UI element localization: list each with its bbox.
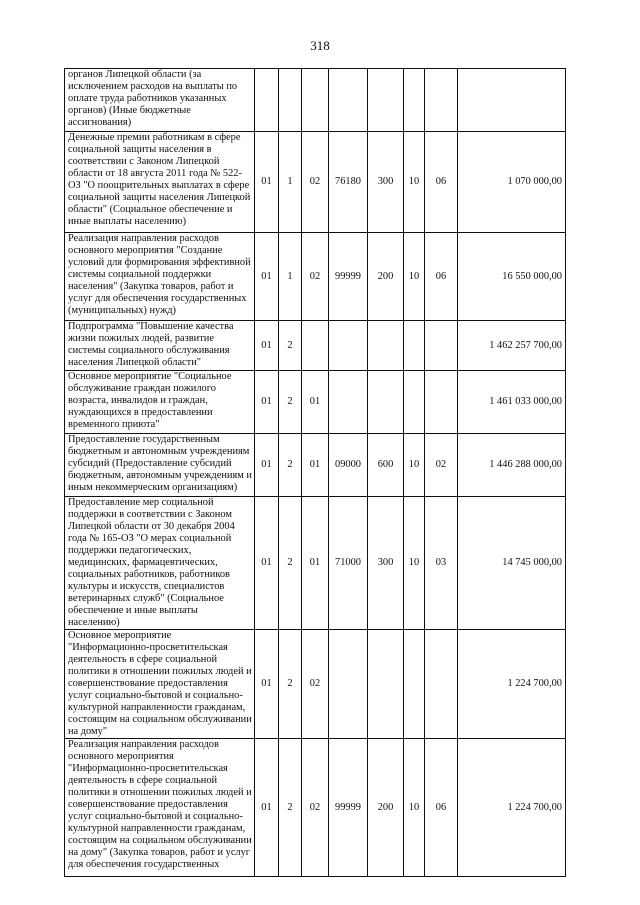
cell-event — [302, 69, 329, 132]
row-description: Предоставление государственным бюджетным и автономным учреждениям субсидий (Предоставление субсидий бюджетным, автономным учреждениям и иным некоммерческим организациям) — [65, 434, 255, 497]
cell-expense-type — [368, 371, 404, 434]
cell-subprogram: 1 — [279, 233, 302, 321]
cell-subprogram: 2 — [279, 739, 302, 877]
table-row — [65, 233, 566, 321]
cell-event: 02 — [302, 630, 329, 739]
cell-subsection — [425, 69, 458, 132]
cell-expense-type — [368, 630, 404, 739]
row-description: Подпрограмма "Повышение качества жизни пожилых людей, развитие системы социального обслуживания населения Липецкой области" — [65, 321, 255, 371]
table-row — [65, 739, 566, 877]
cell-event: 02 — [302, 233, 329, 321]
cell-program: 01 — [255, 233, 279, 321]
cell-direction: 09000 — [329, 434, 368, 497]
table-row — [65, 371, 566, 434]
cell-section: 10 — [404, 132, 425, 233]
cell-program: 01 — [255, 630, 279, 739]
cell-program: 01 — [255, 497, 279, 630]
row-description: Основное мероприятие "Социальное обслуживание граждан пожилого возраста, инвалидов и граждан, нуждающихся в предоставлении временного приюта" — [65, 371, 255, 434]
table-row — [65, 630, 566, 739]
cell-event: 01 — [302, 497, 329, 630]
table-row — [65, 434, 566, 497]
table-row — [65, 69, 566, 132]
cell-direction — [329, 371, 368, 434]
cell-section: 10 — [404, 497, 425, 630]
cell-subsection: 06 — [425, 739, 458, 877]
cell-program: 01 — [255, 321, 279, 371]
cell-direction — [329, 630, 368, 739]
cell-amount: 1 462 257 700,00 — [458, 321, 566, 371]
row-description: Реализация направления расходов основного мероприятия "Создание условий для формирования эффективной системы социальной поддержки населения" (Закупка товаров, работ и услуг для обеспечения государственных (муниципальных) нужд) — [65, 233, 255, 321]
cell-program: 01 — [255, 739, 279, 877]
cell-amount: 16 550 000,00 — [458, 233, 566, 321]
cell-amount: 1 224 700,00 — [458, 630, 566, 739]
cell-direction: 99999 — [329, 739, 368, 877]
cell-program: 01 — [255, 132, 279, 233]
cell-subsection: 06 — [425, 233, 458, 321]
cell-event: 02 — [302, 739, 329, 877]
cell-expense-type: 600 — [368, 434, 404, 497]
cell-event: 01 — [302, 371, 329, 434]
row-description: Предоставление мер социальной поддержки в соответствии с Законом Липецкой области от 30 декабря 2004 года № 165-ОЗ "О мерах социальной поддержки педагогических, медицинских, фармацевтических, социальных работников, работников культуры и искусств, специалистов ветеринарных служб" (Социальное обеспечение и иные выплаты населению) — [65, 497, 255, 630]
cell-program: 01 — [255, 371, 279, 434]
cell-subprogram: 1 — [279, 132, 302, 233]
cell-expense-type: 200 — [368, 233, 404, 321]
budget-table — [64, 68, 566, 877]
cell-amount — [458, 69, 566, 132]
cell-direction — [329, 321, 368, 371]
cell-event: 01 — [302, 434, 329, 497]
cell-subprogram: 2 — [279, 371, 302, 434]
cell-amount: 14 745 000,00 — [458, 497, 566, 630]
cell-amount: 1 461 033 000,00 — [458, 371, 566, 434]
cell-event — [302, 321, 329, 371]
cell-section — [404, 69, 425, 132]
page-number: 318 — [310, 38, 330, 53]
row-description: Реализация направления расходов основного мероприятия "Информационно-просветительская деятельность в сфере социальной политики в отношении пожилых людей и совершенствование предоставления услуг социально-бытовой и социально-культурной направленности гражданам, состоящим на социальном обслуживании на дому" (Закупка товаров, работ и услуг для обеспечения государственных — [65, 739, 255, 877]
cell-section: 10 — [404, 739, 425, 877]
cell-direction: 99999 — [329, 233, 368, 321]
cell-direction: 71000 — [329, 497, 368, 630]
cell-expense-type: 300 — [368, 132, 404, 233]
cell-section: 10 — [404, 233, 425, 321]
cell-section: 10 — [404, 434, 425, 497]
cell-subprogram: 2 — [279, 630, 302, 739]
cell-subprogram: 2 — [279, 497, 302, 630]
cell-subprogram: 2 — [279, 321, 302, 371]
cell-amount: 1 224 700,00 — [458, 739, 566, 877]
cell-section — [404, 630, 425, 739]
cell-program: 01 — [255, 434, 279, 497]
cell-amount: 1 070 000,00 — [458, 132, 566, 233]
cell-subsection — [425, 321, 458, 371]
cell-expense-type — [368, 69, 404, 132]
cell-expense-type: 200 — [368, 739, 404, 877]
cell-section — [404, 321, 425, 371]
table-row — [65, 321, 566, 371]
cell-program — [255, 69, 279, 132]
cell-subsection: 06 — [425, 132, 458, 233]
table-row — [65, 497, 566, 630]
cell-direction — [329, 69, 368, 132]
row-description: органов Липецкой области (за исключением расходов на выплаты по оплате труда работников указанных органов) (Иные бюджетные ассигнования) — [65, 69, 255, 132]
cell-subsection — [425, 630, 458, 739]
cell-subprogram: 2 — [279, 434, 302, 497]
cell-amount: 1 446 288 000,00 — [458, 434, 566, 497]
cell-subsection — [425, 371, 458, 434]
cell-event: 02 — [302, 132, 329, 233]
cell-subsection: 02 — [425, 434, 458, 497]
cell-expense-type: 300 — [368, 497, 404, 630]
cell-direction: 76180 — [329, 132, 368, 233]
cell-section — [404, 371, 425, 434]
row-description: Основное мероприятие "Информационно-просветительская деятельность в сфере социальной политики в отношении пожилых людей и совершенствование предоставления услуг социально-бытовой и социально-культурной направленности гражданам, состоящим на социальном обслуживании на дому" — [65, 630, 255, 739]
table-row — [65, 132, 566, 233]
cell-subprogram — [279, 69, 302, 132]
cell-subsection: 03 — [425, 497, 458, 630]
row-description: Денежные премии работникам в сфере социальной защиты населения в соответствии с Законом Липецкой области от 18 августа 2011 года № 522-ОЗ "О поощрительных выплатах в сфере социальной защиты населения Липецкой области" (Социальное обеспечение и иные выплаты населению) — [65, 132, 255, 233]
cell-expense-type — [368, 321, 404, 371]
